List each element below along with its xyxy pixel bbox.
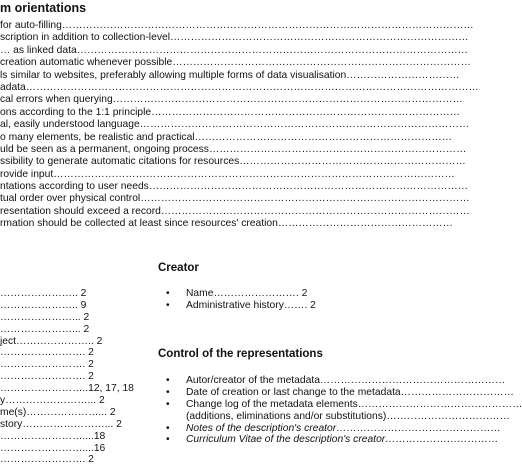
orientation-line: rmation should be collected at least since resources' creation……………………………………………: [0, 218, 453, 230]
orientation-line: ssibility to generate automatic citations for resources…………………………………………………………: [0, 156, 466, 168]
control-item-text: Date of creation or last change to the metadata……………………………: [186, 386, 514, 398]
control-item-text: Change log of the metadata elements…………………………………………: [186, 398, 522, 410]
control-item: [166, 434, 499, 446]
control-list: [166, 375, 522, 446]
left-index-line: ……………………. 2: [0, 454, 94, 466]
control-item: [166, 410, 510, 423]
orientation-line: ons according to the 1:1 principle………………………………………………………………………………: [0, 106, 461, 118]
left-index-list: [0, 288, 140, 466]
orientation-line: resentation should exceed a record………………………………………………………………………………: [0, 205, 470, 217]
creator-item-text: Name……………………. 2: [186, 288, 308, 299]
bullet: •: [166, 299, 170, 311]
left-index-line: ………………….. 9: [0, 299, 87, 311]
control-item-text: Autor/creator of the metadata………………………………………………: [186, 375, 506, 386]
orientation-line: adata……………………………………………………………………………………………………………………: [0, 81, 479, 93]
left-index-line: ……………………....18: [0, 430, 106, 442]
orientation-line: cal errors when querying…………………………………………………………………………………………: [0, 94, 463, 106]
control-item-text: (additions, eliminations and/or substitutions)………………………………: [186, 410, 510, 422]
left-index-line: y……………………... 2: [0, 395, 105, 407]
left-index-line: ……………………. 2: [0, 347, 94, 359]
orientations-title: m orientations: [0, 1, 87, 15]
creator-heading: Creator: [158, 262, 199, 274]
left-index-line: ……………………. 2: [0, 371, 94, 383]
bullet: •: [166, 375, 170, 386]
creator-item: [166, 300, 474, 312]
control-item-text: Notes of the description's creator…………………………………………: [186, 422, 501, 434]
orientation-line: … as linked data……………………………………………………………………………………………………: [0, 44, 468, 56]
control-item: [166, 386, 514, 399]
creator-item-text: Administrative history……. 2: [186, 299, 316, 311]
left-index-line: ………………….. 2: [0, 288, 87, 299]
left-index-line: ……………………. 2: [0, 359, 94, 371]
orientation-line: tual order over physical control……………………………………………………………………………………: [0, 193, 470, 205]
creator-item: [166, 288, 474, 300]
orientation-line: for auto-filling…………………………………………………………………………………………………………: [0, 20, 474, 31]
control-item: [166, 375, 506, 387]
left-index-line: ject………………….. 2: [0, 335, 103, 347]
control-item-text: Curriculum Vitae of the description's creator……………………………: [186, 434, 499, 446]
orientation-line: al, easily understood language……………………………………………………………………………………: [0, 119, 470, 131]
control-item: [166, 422, 501, 435]
creator-list: [166, 288, 474, 312]
bullet: •: [166, 422, 170, 434]
control-heading: Control of the representations: [158, 348, 323, 360]
left-index-line: ……………………..12, 17, 18: [0, 383, 134, 395]
orientation-line: ntations according to user needs…………………………………………………………………………………: [0, 181, 469, 193]
orientation-line: ls similar to websites, preferably allowing multiple forms of data visualisation……………………………: [0, 69, 460, 81]
control-item: [166, 398, 522, 411]
left-index-line: story……………………... 2: [0, 418, 122, 430]
bullet: •: [166, 398, 170, 410]
left-index-line: …………………... 2: [0, 323, 90, 335]
orientation-line: o many elements, be realistic and practical…………………………………………………………………: [0, 131, 453, 143]
orientation-line: rovide input………………………………………………………………………………………………………: [0, 168, 455, 180]
bullet: •: [166, 434, 170, 446]
orientation-line: scription in addition to collection-level……………………………………………………………………………: [0, 32, 469, 44]
orientations-list: [0, 20, 479, 231]
bullet: •: [166, 386, 170, 398]
left-index-line: …………………... 2: [0, 311, 90, 323]
orientation-line: uld be seen as a permanent, ongoing process…………………………………………………………………: [0, 143, 467, 155]
orientation-line: creation automatic whenever possible……………………………………………………………………………: [0, 57, 471, 69]
bullet: •: [166, 288, 170, 299]
left-index-line: me(s)…………………... 2: [0, 406, 116, 418]
left-index-line: ……………………....16: [0, 442, 106, 454]
